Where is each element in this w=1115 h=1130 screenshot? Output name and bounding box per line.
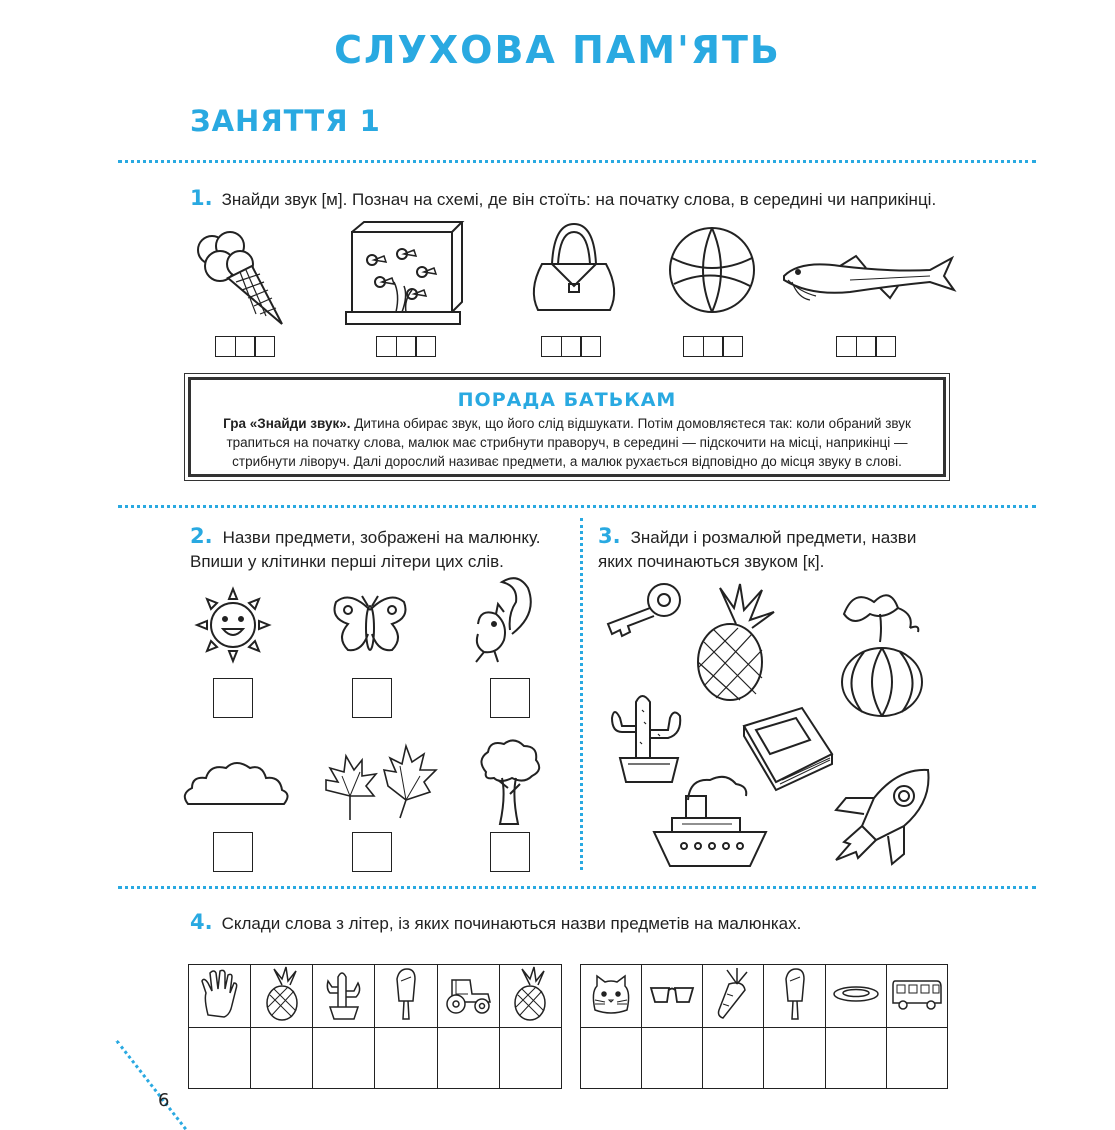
grid-left-cell-3: [313, 965, 375, 1028]
task3-line1: Знайди і розмалюй предмети, назви: [630, 528, 917, 547]
letter-cell-right-6[interactable]: [886, 1028, 947, 1089]
page-number: 6: [158, 1090, 170, 1111]
grid-right-cell-5: [825, 965, 886, 1028]
answer-box-butterfly[interactable]: [352, 678, 392, 718]
task3-heading: [598, 524, 916, 574]
leaves-icon: [320, 740, 440, 828]
answer-box-sun[interactable]: [213, 678, 253, 718]
grid-right-cell-2: [642, 965, 703, 1028]
task2-number: 2.: [190, 524, 213, 548]
grid-left-cell-5: [437, 965, 499, 1028]
cat-icon: [591, 974, 631, 1014]
divider-bottom: [118, 886, 1036, 889]
letter-cell-left-2[interactable]: [251, 1028, 313, 1089]
task2-line2: Впиши у клітинки перші літери цих слів.: [190, 552, 504, 571]
divider-top: [118, 160, 1036, 163]
corner-dotted-line: [116, 1040, 187, 1130]
grid-left-cell-1: [189, 965, 251, 1028]
grid-right-cell-1: [581, 965, 642, 1028]
aquarium-icon: [344, 220, 466, 328]
scheme-cells-2[interactable]: [376, 336, 435, 357]
parents-tip-box: [188, 377, 946, 477]
grid-right-cell-4: [764, 965, 825, 1028]
tractor-icon: [442, 972, 494, 1016]
rocket-icon[interactable]: [828, 764, 938, 868]
tip-game-name: Гра «Знайди звук».: [223, 416, 351, 431]
task3-number: 3.: [598, 524, 621, 548]
tip-body: Дитина обирає звук, що його слід відшукати. Потім домовляєтеся так: коли обраний звук трапиться на початку слова, малюк має стрибнути праворуч, в середині — підскочити на місці, наприкінці — стрибнути ліворуч. Далі дорослий називає предмети, а малюк рухається відповідно до місця звуку в слові.: [226, 416, 911, 469]
task4-heading: [190, 910, 801, 936]
cactus-small-icon: [324, 967, 364, 1021]
ball-icon: [664, 222, 760, 318]
task1-text: Знайди звук [м]. Познач на схемі, де він стоїть: на початку слова, в середині чи наприкінці.: [221, 190, 937, 209]
answer-box-tree[interactable]: [490, 832, 530, 872]
key-icon: [602, 580, 686, 640]
letter-cell-left-5[interactable]: [437, 1028, 499, 1089]
task2-heading: [190, 524, 540, 574]
letter-cell-right-5[interactable]: [825, 1028, 886, 1089]
tip-title: ПОРАДА БАТЬКАМ: [457, 389, 677, 411]
letter-cell-left-6[interactable]: [499, 1028, 561, 1089]
catfish-icon: [780, 252, 956, 304]
butterfly-icon: [330, 594, 410, 660]
lesson-heading: ЗАНЯТТЯ 1: [190, 104, 381, 138]
sun-icon: [193, 585, 273, 665]
scheme-cells-5[interactable]: [836, 336, 895, 357]
word-grid-left: [188, 964, 562, 1089]
task4-text: Склади слова з літер, із яких починаються назви предметів на малюнках.: [221, 914, 802, 933]
cactus-icon[interactable]: [606, 682, 692, 786]
letter-cell-right-4[interactable]: [764, 1028, 825, 1089]
scheme-cells-1[interactable]: [215, 336, 274, 357]
letter-cell-left-4[interactable]: [375, 1028, 437, 1089]
grid-right-cell-6: [886, 965, 947, 1028]
answer-box-leaves[interactable]: [352, 832, 392, 872]
letter-cell-left-3[interactable]: [313, 1028, 375, 1089]
task4-number: 4.: [190, 910, 213, 934]
letter-cell-right-2[interactable]: [642, 1028, 703, 1089]
pineapple-small-icon-2: [510, 967, 550, 1021]
letter-cell-left-1[interactable]: [189, 1028, 251, 1089]
pineapple-small-icon: [262, 967, 302, 1021]
scheme-cells-3[interactable]: [541, 336, 600, 357]
answer-box-squirrel[interactable]: [490, 678, 530, 718]
divider-vertical: [580, 518, 583, 870]
scheme-cells-4[interactable]: [683, 336, 742, 357]
task3-line2: яких починаються звуком [к].: [598, 552, 825, 571]
carrot-icon: [715, 968, 751, 1020]
task1-number: 1.: [190, 186, 213, 210]
plate-icon: [831, 984, 881, 1004]
grid-left-cell-6: [499, 965, 561, 1028]
word-grid-right: [580, 964, 948, 1089]
bag-icon: [528, 220, 620, 320]
popsicle-icon: [391, 967, 421, 1021]
answer-box-cloud[interactable]: [213, 832, 253, 872]
grid-left-cell-2: [251, 965, 313, 1028]
pineapple-icon[interactable]: [690, 584, 780, 704]
tree-icon: [476, 738, 542, 826]
bus-icon: [891, 977, 943, 1011]
hand-icon: [200, 969, 240, 1019]
letter-cell-right-3[interactable]: [703, 1028, 764, 1089]
letter-cell-right-1[interactable]: [581, 1028, 642, 1089]
popsicle-icon-2: [780, 967, 810, 1021]
divider-middle: [118, 505, 1036, 508]
grid-right-cell-3: [703, 965, 764, 1028]
tip-text: [191, 411, 943, 471]
squirrel-icon: [468, 574, 540, 666]
glasses-icon: [649, 982, 695, 1006]
page-title: СЛУХОВА ПАМ'ЯТЬ: [334, 28, 781, 72]
task2-line1: Назви предмети, зображені на малюнку.: [222, 528, 541, 547]
ice-cream-icon: [190, 228, 290, 328]
ship-icon[interactable]: [650, 774, 770, 872]
pumpkin-icon[interactable]: [834, 584, 930, 720]
grid-left-cell-4: [375, 965, 437, 1028]
cloud-icon: [180, 760, 292, 812]
task1-heading: [190, 186, 936, 212]
